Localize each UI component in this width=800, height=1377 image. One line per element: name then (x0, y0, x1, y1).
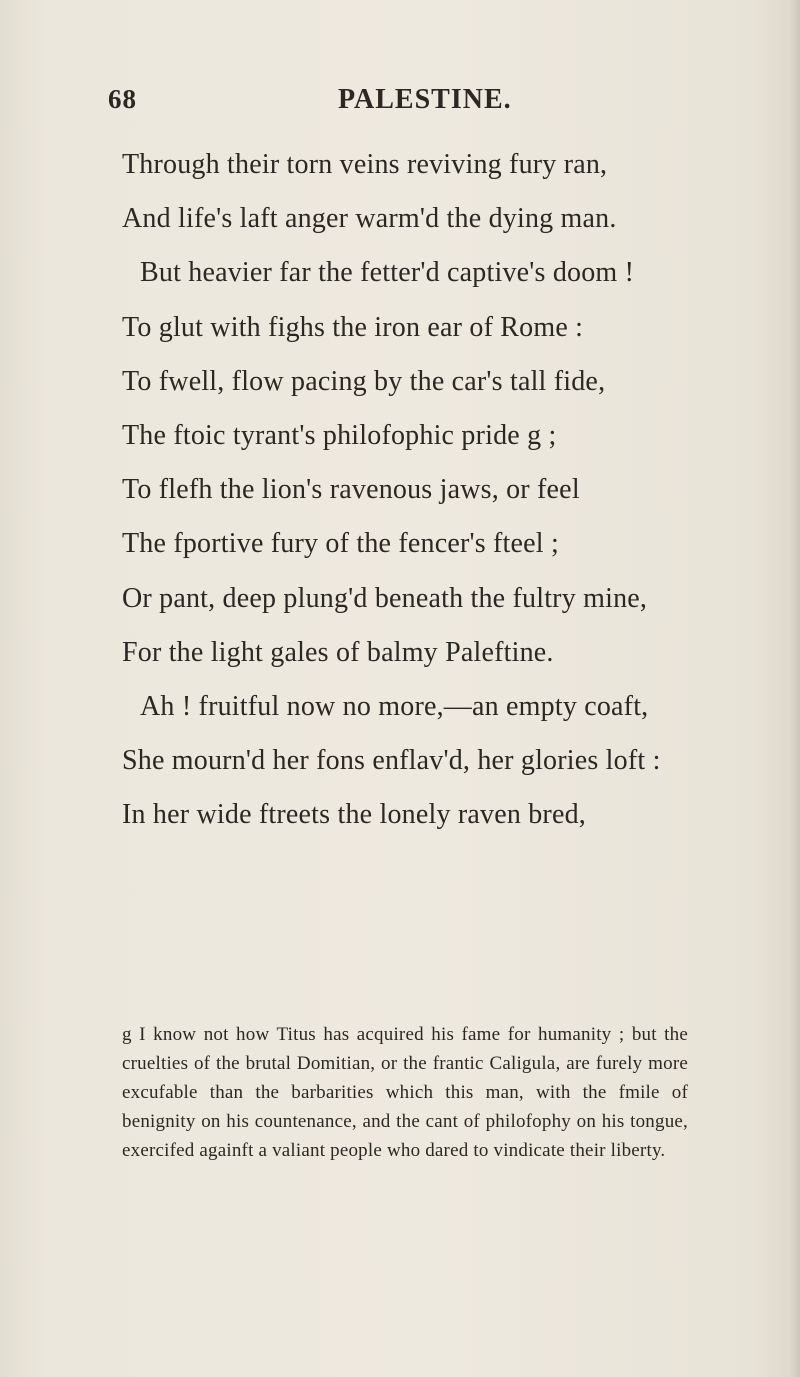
verse-line: The ftoic tyrant's philofophic pride g ; (122, 419, 557, 451)
page-edge-shadow (790, 0, 800, 1377)
verse-line: To fwell, flow pacing by the car's tall fide, (122, 365, 606, 397)
poem-verse (122, 138, 682, 842)
verse-line: Through their torn veins reviving fury ran, (122, 149, 608, 180)
verse-line: In her wide ftreets the lonely raven bred, (122, 799, 586, 831)
verse-line: And life's laft anger warm'd the dying man. (122, 203, 617, 235)
footnote: g I know not how Titus has acquired his fame for humanity ; but the cruelties of the brutal Domitian, or the frantic Caligula, are furely more excufable than the barbarities which this man, with the fmile of benignity on his countenance, and the cant of philofophy on his tongue, exercifed againft a valiant people who dared to vindicate their liberty. (122, 1024, 688, 1161)
running-head: PALESTINE. (338, 84, 512, 115)
verse-line: She mourn'd her fons enflav'd, her glories loft : (122, 745, 661, 777)
verse-line: To flefh the lion's ravenous jaws, or feel (122, 474, 580, 506)
verse-line: Or pant, deep plung'd beneath the fultry mine, (122, 582, 648, 614)
verse-line: To glut with fighs the iron ear of Rome : (122, 311, 584, 343)
verse-line: Ah ! fruitful now no more,—an empty coaft, (140, 690, 649, 722)
verse-line: But heavier far the fetter'd captive's doom ! (140, 257, 635, 289)
page-number: 68 (108, 84, 137, 114)
verse-line: For the light gales of balmy Paleftine. (122, 636, 554, 668)
page-header (108, 84, 668, 120)
verse-line: The fportive fury of the fencer's fteel ; (122, 528, 559, 560)
